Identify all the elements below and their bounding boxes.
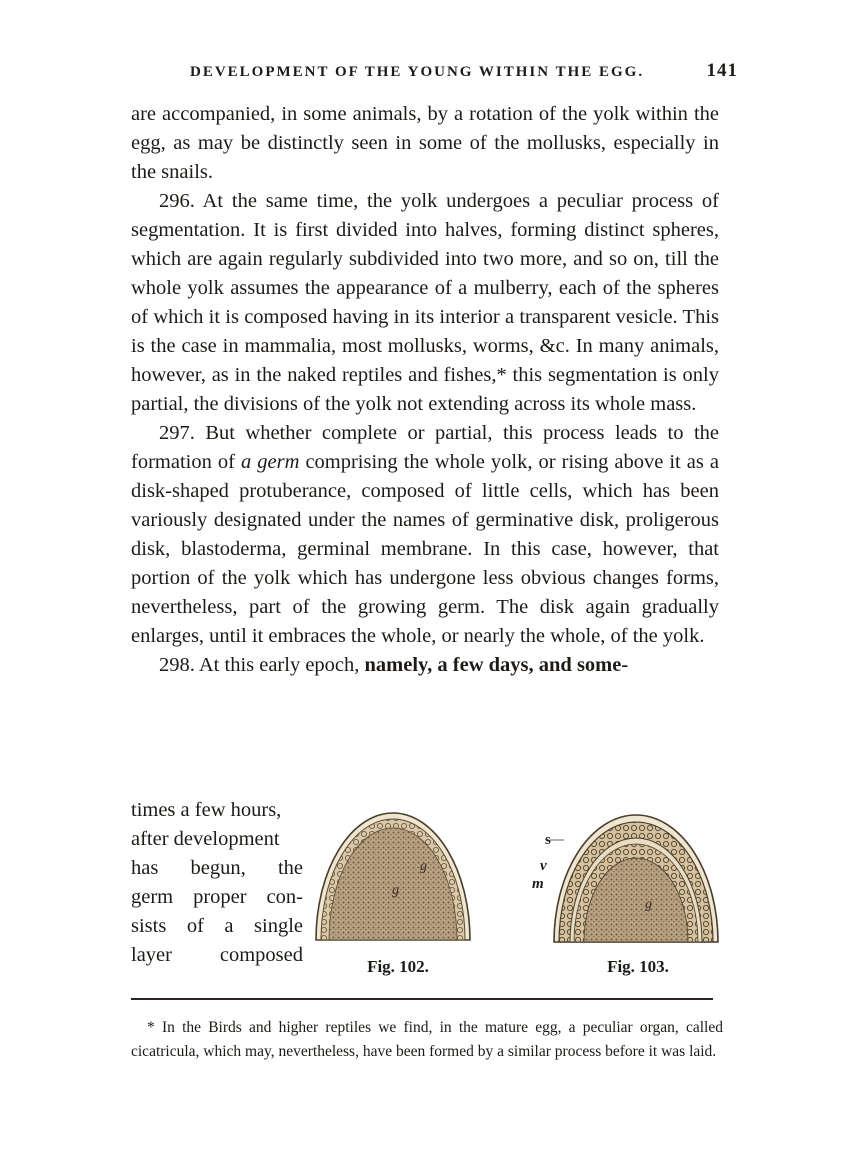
wrapped-text-column	[131, 796, 303, 970]
paragraph-298-part-a: 298. At this early epoch,	[159, 654, 365, 676]
paragraph-continued: are accompanied, in some animals, by a rotation of the yolk within the egg, as may be distinctly seen in some of the mollusks, especially in the snails.	[131, 103, 719, 183]
paragraph-298-part-b: namely, a few days, and some-	[364, 654, 629, 676]
wrap-word: composed	[219, 944, 303, 966]
footnote	[131, 1016, 723, 1064]
wrap-line	[131, 912, 303, 941]
wrap-word: single	[254, 915, 303, 937]
wrap-word: proper	[193, 886, 247, 908]
running-header	[190, 60, 738, 82]
page-number: 141	[706, 60, 738, 81]
wrap-word: the	[277, 857, 303, 879]
wrap-word: has	[131, 857, 159, 879]
figure-103-label-g: g	[645, 897, 652, 912]
running-title: DEVELOPMENT OF THE YOUNG WITHIN THE EGG.	[190, 64, 645, 80]
wrap-word: of	[186, 915, 204, 937]
figure-102-label-g1: g	[420, 859, 427, 874]
wrap-line	[131, 941, 303, 970]
figure-103-drawing	[550, 808, 722, 948]
wrap-line	[131, 854, 303, 883]
footnote-rule	[131, 998, 713, 1000]
paragraph-298	[131, 651, 719, 680]
wrap-word: times a few hours,	[131, 799, 282, 821]
figure-102-label-g2: g	[392, 883, 399, 898]
footnote-text: * In the Birds and higher reptiles we find, in the mature egg, a peculiar organ, called cicatricula, which may, nevertheless, have been formed by a similar process before it was laid.	[131, 1019, 723, 1060]
figure-103-caption: Fig. 103.	[607, 957, 669, 976]
wrap-word: a	[224, 915, 234, 937]
wrap-line	[131, 883, 303, 912]
wrap-word: sists	[131, 915, 167, 937]
wrap-word: layer	[131, 944, 172, 966]
figure-102-drawing	[312, 806, 474, 946]
wrap-word: germ	[131, 886, 174, 908]
paragraph-296: 296. At the same time, the yolk undergoes a peculiar process of segmentation. It is first divided into halves, forming distinct spheres, which are again regularly subdivided into two more, and so on, till the whole yolk assumes the appearance of a mulberry, each of the spheres of which it is composed having in its interior a transparent vesicle. This is the case in mammalia, most mollusks, worms, &c. In many animals, however, as in the naked reptiles and fishes,* this segmentation is only partial, the divisions of the yolk not extending across its whole mass.	[131, 190, 719, 415]
paragraph-297-part-a: 297. But whether complete or partial, this process leads to the formation of	[131, 422, 719, 473]
wrap-word: after development	[131, 828, 280, 850]
paragraph-297-emphasis: a germ	[240, 451, 300, 473]
figure-103-label-v: v	[540, 858, 547, 874]
figure-103-label-s: s	[545, 832, 551, 848]
paragraph-297-part-b: comprising the whole yolk, or rising above it as a disk-shaped protuberance, composed of little cells, which has been variously designated under the names of germinative disk, proligerous disk, blastoderma, germinal membrane. In this case, however, that portion of the yolk which has undergone less obvious changes forms, nevertheless, part of the growing germ. The disk again gradually enlarges, until it embraces the whole, or nearly the whole, of the yolk.	[131, 451, 719, 647]
wrap-line	[131, 796, 303, 825]
figure-103-label-m: m	[532, 876, 544, 892]
figure-102-caption: Fig. 102.	[367, 957, 429, 976]
main-text	[131, 100, 719, 680]
wrap-word: begun,	[190, 857, 246, 879]
wrap-word: con-	[266, 886, 303, 908]
paragraph-297	[131, 419, 719, 651]
figure-103	[550, 808, 722, 948]
figure-102	[312, 806, 474, 946]
wrap-line	[131, 825, 303, 854]
